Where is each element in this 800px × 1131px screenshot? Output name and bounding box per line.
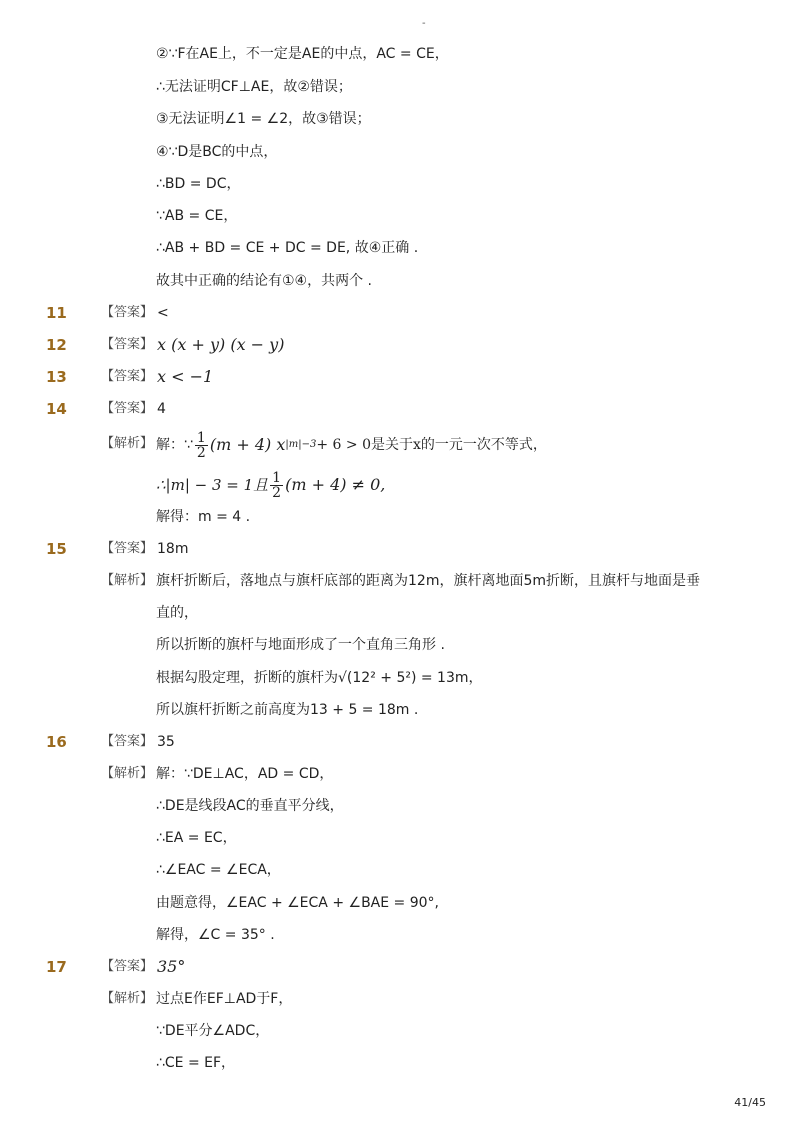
text-line: ∴无法证明CF⊥AE，故②错误； [156,79,352,95]
answer-text: 18m [157,541,189,557]
answer-text: < [157,305,169,321]
text-line: ∵AB = CE， [156,208,238,224]
text-line: ③无法证明∠1 = ∠2，故③错误； [156,111,371,127]
question-number: 13 [46,368,67,386]
analysis-tag: 【解析】 [101,436,154,451]
frac-den: 2 [272,484,282,501]
math-segment: (m + 4) x [209,435,286,454]
frac-num: 1 [272,469,282,486]
analysis-tag: 【解析】 [101,766,154,781]
analysis-line: 由题意得，∠EAC + ∠ECA + ∠BAE = 90°, [156,895,439,911]
fraction [195,431,208,460]
answer-tag: 【答案】 [101,541,154,556]
page-number: 41/45 [734,1096,766,1109]
text-line: ∴BD = DC， [156,176,241,192]
text-segment: 解：∵ [156,437,193,453]
analysis-line: 解：∵DE⊥AC，AD = CD， [156,766,334,782]
answer-tag: 【答案】 [101,734,154,749]
analysis-line: 解得：m = 4 . [156,509,251,525]
analysis-line: ∴CE = EF， [156,1055,236,1071]
analysis-line: ∵DE平分∠ADC， [156,1023,270,1039]
question-number: 11 [46,304,67,322]
analysis-line: 根据勾股定理，折断的旗杆为√(12² + 5²) = 13m， [156,670,483,686]
math-segment: (m + 4) ≠ 0, [285,475,386,494]
analysis-line: 直的， [156,605,198,621]
answer-tag: 【答案】 [101,369,154,384]
analysis-line: ∴∠EAC = ∠ECA， [156,862,281,878]
math-superscript: |m|−3 [285,439,317,450]
analysis-line: 旗杆折断后，落地点与旗杆底部的距离为12m，旗杆离地面5m折断，且旗杆与地面是垂 [156,573,700,589]
analysis-line: ∴EA = EC， [156,830,237,846]
answer-tag: 【答案】 [101,305,154,320]
analysis-line: 过点E作EF⊥AD于F， [156,991,293,1007]
analysis-line [156,426,547,464]
text-line: 故其中正确的结论有①④，共两个 . [156,273,373,289]
text-line: ∴AB + BD = CE + DC = DE, 故④正确 . [156,240,419,256]
analysis-line: ∴DE是线段AC的垂直平分线， [156,798,344,814]
question-number: 15 [46,540,67,558]
question-number: 17 [46,958,67,976]
text-line: ②∵F在AE上，不一定是AE的中点，AC = CE， [156,46,449,62]
question-number: 16 [46,733,67,751]
analysis-tag: 【解析】 [101,573,154,588]
answer-text: 35° [157,957,186,976]
frac-num: 1 [196,429,206,446]
analysis-line: 解得，∠C = 35° . [156,927,275,943]
analysis-line: 所以旗杆折断之前高度为13 + 5 = 18m . [156,702,419,718]
question-number: 12 [46,336,67,354]
fraction [270,471,283,500]
math-segment: ∴|m| − 3 = 1且 [156,476,269,494]
answer-tag: 【答案】 [101,959,154,974]
analysis-tag: 【解析】 [101,991,154,1006]
answer-text: x (x + y) (x − y) [157,335,285,354]
question-number: 14 [46,400,67,418]
answer-tag: 【答案】 [101,337,154,352]
top-mark: - [422,18,426,29]
analysis-line [156,466,385,504]
text-line: ④∵D是BC的中点， [156,144,278,160]
answer-text: x < −1 [157,367,214,386]
math-segment: + 6 > 0是关于x的一元一次不等式， [316,437,547,453]
analysis-line: 所以折断的旗杆与地面形成了一个直角三角形 . [156,637,445,653]
answer-text: 4 [157,401,166,417]
frac-den: 2 [196,444,206,461]
answer-tag: 【答案】 [101,401,154,416]
answer-text: 35 [157,734,175,750]
